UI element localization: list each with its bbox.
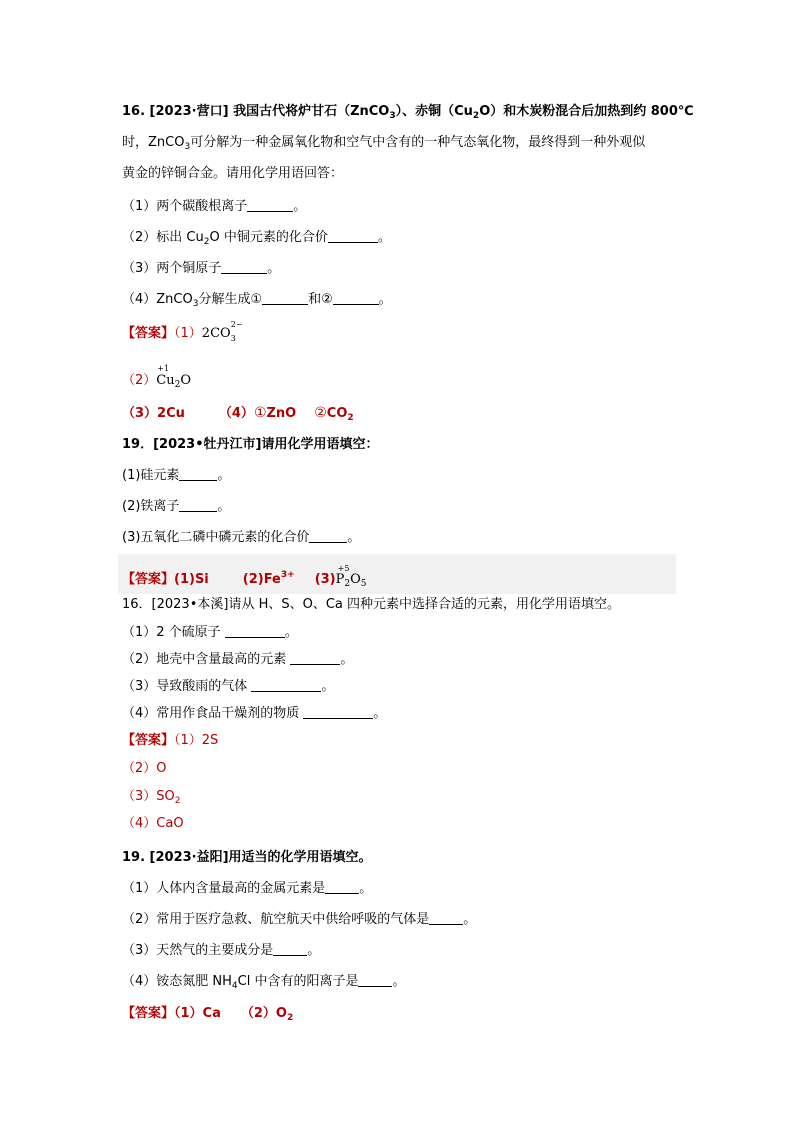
answer-blank	[273, 943, 307, 956]
q16-yingkou-item-4: （4）ZnCO$_3$分解生成① 和② 。	[122, 292, 392, 309]
answer-blank	[262, 292, 308, 305]
q16-yingkou-answer-2: （2） +1 $Cu_2O$	[122, 364, 192, 390]
q16-yingkou-line3: 黄金的锌铜合金。请用化学用语回答：	[122, 166, 344, 181]
q19-yiyang-item-2: （2）常用于医疗急救、航空航天中供给呼吸的气体是 。	[122, 912, 477, 927]
answer-blank	[309, 530, 347, 543]
q19-yiyang-item-4: （4）铵态氮肥 $NH_4Cl$ 中含有的阳离子是 。	[122, 974, 406, 991]
q19-yiyang-item-3: （3）天然气的主要成分是 。	[122, 943, 321, 958]
q16-yingkou-answer-3-4: （3）2Cu （4）①ZnO $②CO_2$	[122, 405, 354, 423]
q16-benxi-item-2: （2）地壳中含量最高的元素 。	[122, 652, 354, 667]
q16-benxi-answer-1: 【答案】（1）2S	[122, 733, 219, 748]
q16-benxi-answer-3: $(3)SO_2$	[122, 789, 181, 806]
answer-blank	[225, 625, 285, 638]
answer-blank	[179, 499, 217, 512]
answer-blank	[358, 974, 392, 987]
q19-mudanjiang-item-1: (1)硅元素 。	[122, 468, 231, 483]
q19-mudanjiang-answer: 【答案】(1)Si $(2)Fe^{3+}$ (3) +5 $P_2O_5$	[122, 564, 367, 589]
answer-blank	[221, 261, 267, 274]
answer-blank	[251, 679, 321, 692]
q16-benxi-item-3: （3）导致酸雨的气体 。	[122, 679, 335, 694]
q16-benxi-answer-2: （2）O	[122, 761, 167, 776]
q19-mudanjiang-item-2: (2)铁离子 。	[122, 499, 231, 514]
answer-blank	[333, 292, 379, 305]
q16-benxi-title: 16．[2023•本溪]请从 H、S、O、Ca 四种元素中选择合适的元素，用化学用语填空。	[122, 597, 621, 612]
answer-blank	[247, 199, 293, 212]
q19-yiyang-item-1: （1）人体内含量最高的金属元素是 。	[122, 881, 373, 896]
q19-mudanjiang-title: 19．[2023•牡丹江市]请用化学用语填空：	[122, 437, 379, 452]
answer-blank	[328, 230, 378, 243]
q16-yingkou-answer-1: 【答案】（1）2CO 2− 3	[122, 320, 243, 343]
q19-mudanjiang-item-3: (3)五氧化二磷中磷元素的化合价 。	[122, 530, 361, 545]
q16-benxi-item-1: （1）2 个硫原子 。	[122, 625, 298, 640]
answer-blank	[325, 881, 359, 894]
q16-yingkou-item-3: （3）两个铜原子 。	[122, 261, 281, 276]
q19-yiyang-answer: 【答案】（1）Ca $(2)O_2$	[122, 1006, 294, 1023]
answer-blank	[179, 468, 217, 481]
answer-blank	[290, 652, 340, 665]
q16-yingkou-item-2: （2）标出 $Cu_2O$ 中铜元素的化合价 。	[122, 230, 391, 247]
q16-yingkou-item-1: （1）两个碳酸根离子 。	[122, 199, 307, 214]
q16-benxi-answer-4: （4）CaO	[122, 816, 184, 831]
q19-yiyang-title: 19. [2023·益阳]用适当的化学用语填空。	[122, 850, 372, 865]
q16-yingkou-line2: 时，ZnCO$_3$可分解为一种金属氧化物和空气中含有的一种气态氧化物，最终得到一种外观似	[122, 135, 646, 152]
q16-yingkou-line1: 16. [2023·营口] 我国古代将炉甘石（ZnCO$_3$）、赤铜$(Cu_2O)$和木炭粉混合后加热到约 800℃	[122, 104, 694, 121]
answer-blank	[303, 706, 373, 719]
answer-blank	[429, 912, 463, 925]
q16-benxi-item-4: （4）常用作食品干燥剂的物质 。	[122, 706, 387, 721]
